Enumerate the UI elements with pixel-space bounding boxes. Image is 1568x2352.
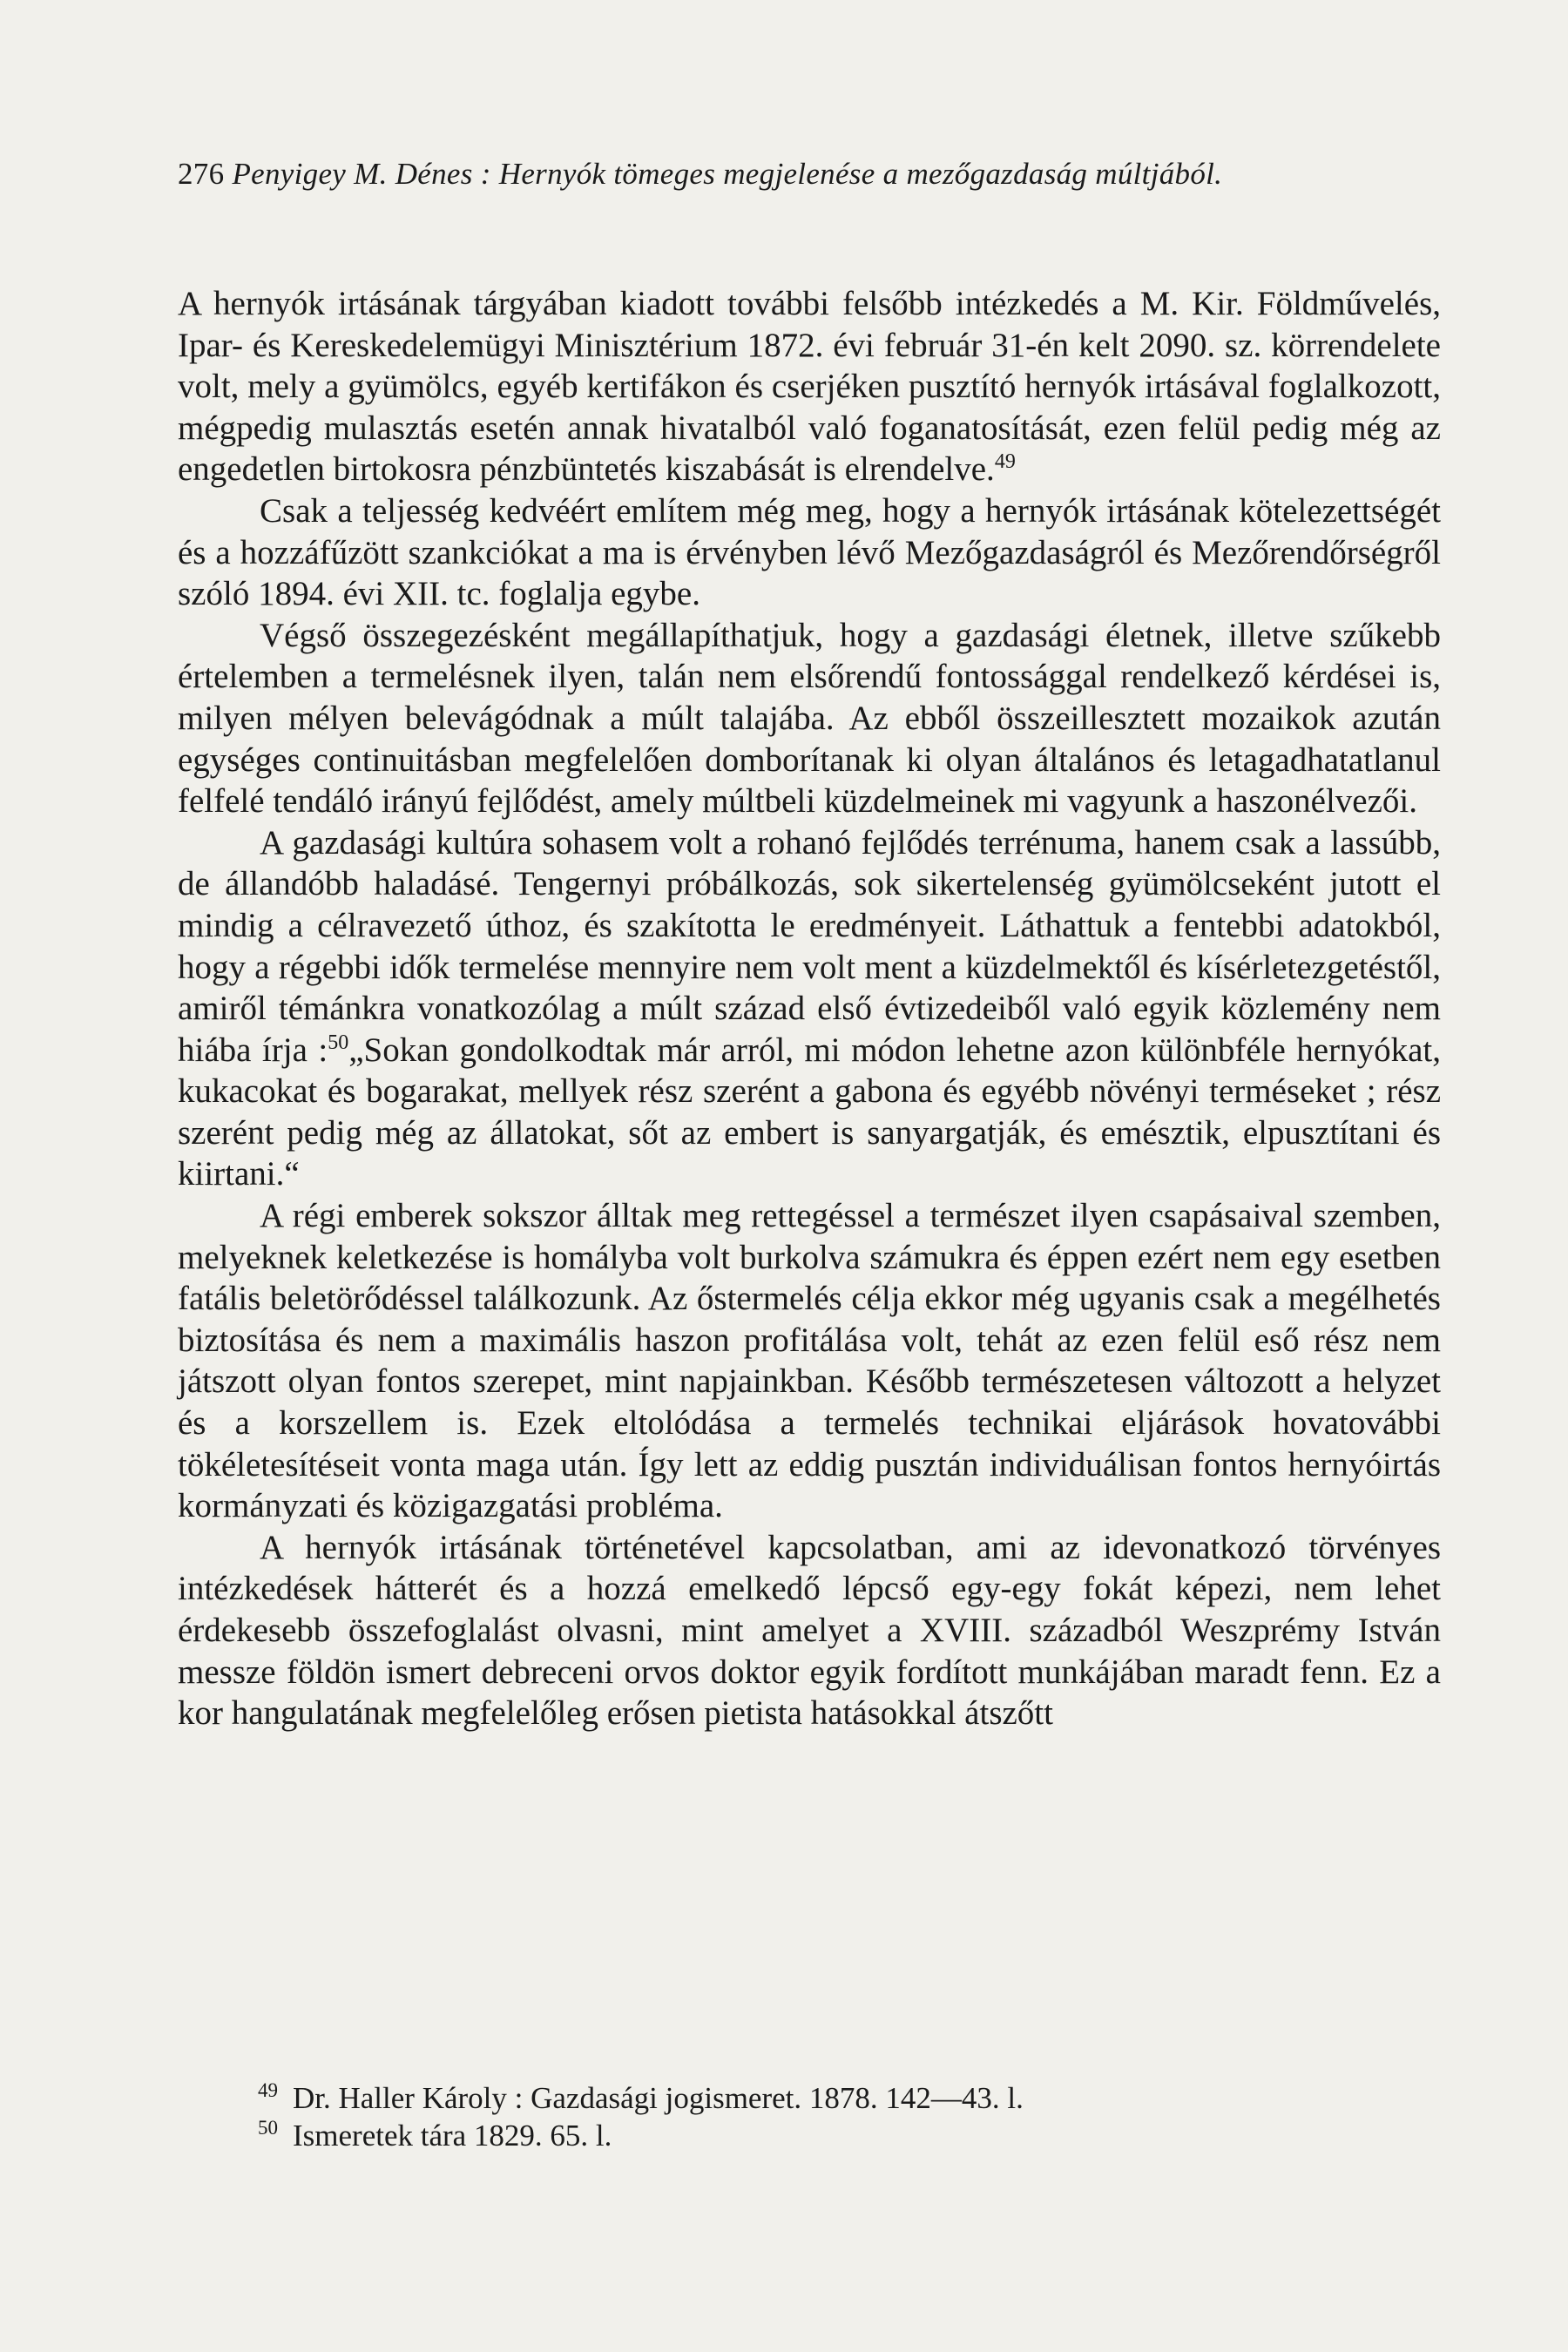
footnote-50: 50 Ismeretek tára 1829. 65. l. <box>258 2117 612 2153</box>
footnotes <box>258 2079 1390 2154</box>
paragraph-5: A régi emberek sokszor álltak meg rettegéssel a természet ilyen csapásaival szemben, melyeknek keletkezése is homályba volt burkolva számukra és éppen ezért nem egy esetben fatális beletörődéssel találkozunk. Az őstermelés célja ekkor még ugyanis csak a megélhetés biztosítása és nem a maximális haszon profitálása volt, tehát az ezen felül eső rész nem játszott olyan fontos szerepet, mint napjainkban. Később természetesen változott a helyzet és a korszellem is. Ezek eltolódása a termelés technikai eljárások hovatovábbi tökéletesítéseit vonta maga után. Így lett az eddig pusztán individuálisan fontos hernyóirtás kormányzati és közigazgatási probléma. <box>178 1197 1441 1525</box>
quotation: „Sokan gondolkodtak már arról, mi módon lehetne azon különbféle hernyókat, kukacokat és bogarakat, mellyek rész szerént a gabona és egyébb növényi terméseket ; rész szerént pedig még az állatokat, sőt az embert is sanyargatják, és emésztik, elpusztítani és kiirtani.“ <box>178 1031 1441 1193</box>
body-text <box>178 283 1441 1734</box>
footnote-49: 49 Dr. Haller Károly : Gazdasági jogismeret. 1878. 142—43. l. <box>258 2079 1024 2115</box>
running-header <box>178 155 1441 193</box>
paragraph-2: Csak a teljesség kedvéért említem még meg, hogy a hernyók irtásának kötelezettségét és a hozzáfűzött szankciókat a ma is érvényben lévő Mezőgazdaságról és Mezőrendőrségről szóló 1894. évi XII. tc. foglalja egybe. <box>178 491 1441 613</box>
page-number: 276 <box>178 157 225 191</box>
paragraph-1 <box>178 283 1441 490</box>
footnote-ref-50: 50 <box>328 1031 349 1054</box>
footnote-text: Dr. Haller Károly : Gazdasági jogismeret. 1878. 142—43. l. <box>293 2081 1024 2115</box>
paragraph-3: Végső összegezésként megállapíthatjuk, hogy a gazdasági életnek, illetve szűkebb értelemben a termelésnek ilyen, talán nem elsőrendű fontossággal rendelkező kérdései is, milyen mélyen belevágódnak a múlt talajába. Az ebből összeillesztett mozaikok azután egységes continuitásban megfelelően domborítanak ki olyan általános és letagadhatatlanul felfelé tendáló irányú fejlődést, amely múltbeli küzdelmeinek mi vagyunk a haszonélvezői. <box>178 616 1441 821</box>
footnote-ref-49: 49 <box>994 450 1016 474</box>
paragraph-4 <box>178 822 1441 1195</box>
paragraph-text: A gazdasági kultúra sohasem volt a rohanó fejlődés terrénuma, hanem csak a lassúbb, de állandóbb haladásé. Tengernyi próbálkozás, sok sikertelenség gyümölcseként jutott el mindig a célravezető úthoz, és szakította le eredményeit. Láthattuk a fentebbi adatokból, hogy a régebbi idők termelése mennyire nem volt ment a küzdelmektől és kísérletezgetéstől, amiről témánkra vonatkozólag a múlt század első évtizedeiből való egyik közlemény nem hiába írja : <box>178 823 1441 1069</box>
paragraph-6: A hernyók irtásának történetével kapcsolatban, ami az idevonatkozó törvényes intézkedések hátterét és a hozzá emelkedő lépcső egy-egy fokát képezi, nem lehet érdekesebb összefoglalást olvasni, mint amelyet a XVIII. századból Weszprémy István messze földön ismert debreceni orvos doktor egyik fordított munkájában maradt fenn. Ez a kor hangulatának megfelelőleg erősen pietista hatásokkal átszőtt <box>178 1528 1441 1733</box>
paragraph-text: A hernyók irtásának tárgyában kiadott további felsőbb intézkedés a M. Kir. Földművelés, Ipar- és Kereskedelemügyi Minisztérium 1872. évi február 31-én kelt 2090. sz. körrendelete volt, mely a gyümölcs, egyéb kertifákon és cserjéken pusztító hernyók irtásával foglalkozott, mégpedig mulasztás esetén annak hivatalból való foganatosítását, ezen felül pedig még az engedetlen birtokosra pénzbüntetés kiszabását is elrendelve. <box>178 285 1441 489</box>
footnote-text: Ismeretek tára 1829. 65. l. <box>293 2119 612 2153</box>
running-title: Penyigey M. Dénes : Hernyók tömeges megjelenése a mezőgazdaság múltjából. <box>232 157 1223 191</box>
